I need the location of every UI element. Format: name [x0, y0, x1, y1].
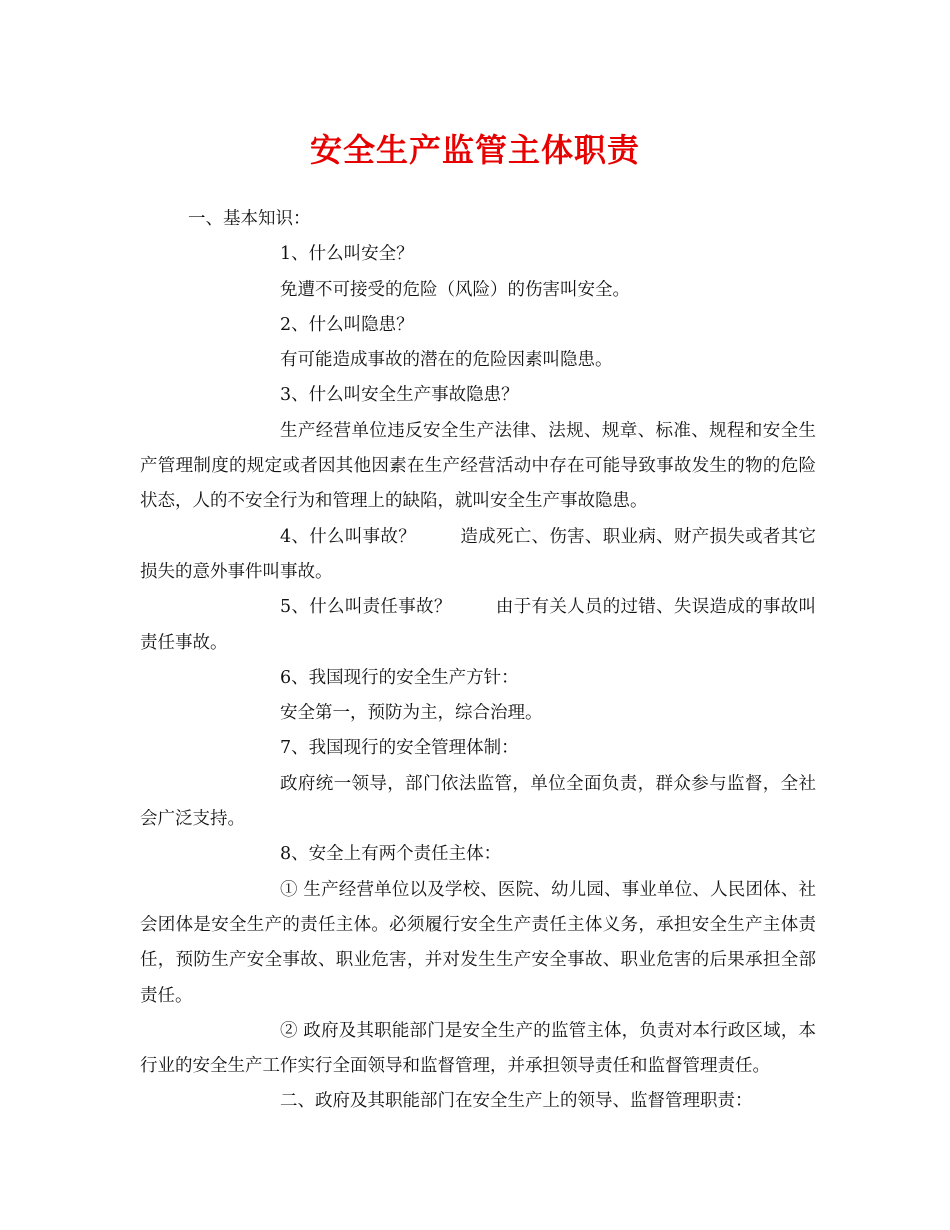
question-8: 8、安全上有两个责任主体： — [280, 844, 502, 865]
question-answer-5 — [140, 590, 816, 661]
answer-3: 生产经营单位违反安全生产法律、法规、规章、标准、规程和安全生产管理制度的规定或者因其他因素在生产经营活动中存在可能导致事故发生的物的危险状态，人的不安全行为和管理上的缺陷，就叫安全生产事故隐患。 — [140, 420, 816, 512]
question-2: 2、什么叫隐患？ — [280, 314, 414, 335]
document-title: 安全生产监管主体职责 — [309, 131, 640, 169]
question-answer-4 — [140, 520, 816, 591]
answer-8-supervision-subject: ② 政府及其职能部门是安全生产的监管主体，负责对本行政区域，本行业的安全生产工作实行全面领导和监督管理，并承担领导责任和监督管理责任。 — [140, 1020, 816, 1077]
answer-1: 免遭不可接受的危险（风险）的伤害叫安全。 — [280, 279, 630, 300]
answer-5: 由于有关人员的过错、失误造成的事故叫责任事故。 — [140, 597, 816, 653]
answer-2: 有可能造成事故的潜在的危险因素叫隐患。 — [280, 350, 613, 371]
answer-4: 造成死亡、伤害、职业病、财产损失或者其它损失的意外事件叫事故。 — [140, 526, 817, 582]
answer-6: 安全第一，预防为主，综合治理。 — [280, 703, 543, 724]
answer-8-responsibility-subject: ① 生产经营单位以及学校、医院、幼儿园、事业单位、人民团体、社会团体是安全生产的责任主体。必须履行安全生产责任主体义务，承担安全生产主体责任，预防生产安全事故、职业危害，并对发生生产安全事故、职业危害的后果承担全部责任。 — [140, 879, 816, 1006]
question-3: 3、什么叫安全生产事故隐患？ — [280, 385, 519, 406]
question-1: 1、什么叫安全？ — [280, 244, 414, 265]
document-body — [140, 202, 816, 1120]
question-6: 6、我国现行的安全生产方针： — [280, 667, 519, 688]
section-heading-basic-knowledge: 一、基本知识： — [188, 209, 311, 229]
answer-7: 政府统一领导，部门依法监管，单位全面负责，群众参与监督，全社会广泛支持。 — [140, 773, 816, 830]
question-4: 4、什么叫事故？ — [280, 526, 417, 547]
question-5: 5、什么叫责任事故？ — [280, 597, 452, 618]
question-7: 7、我国现行的安全管理体制： — [280, 738, 519, 759]
section-heading-government-duties: 二、政府及其职能部门在安全生产上的领导、监督管理职责： — [280, 1091, 753, 1112]
